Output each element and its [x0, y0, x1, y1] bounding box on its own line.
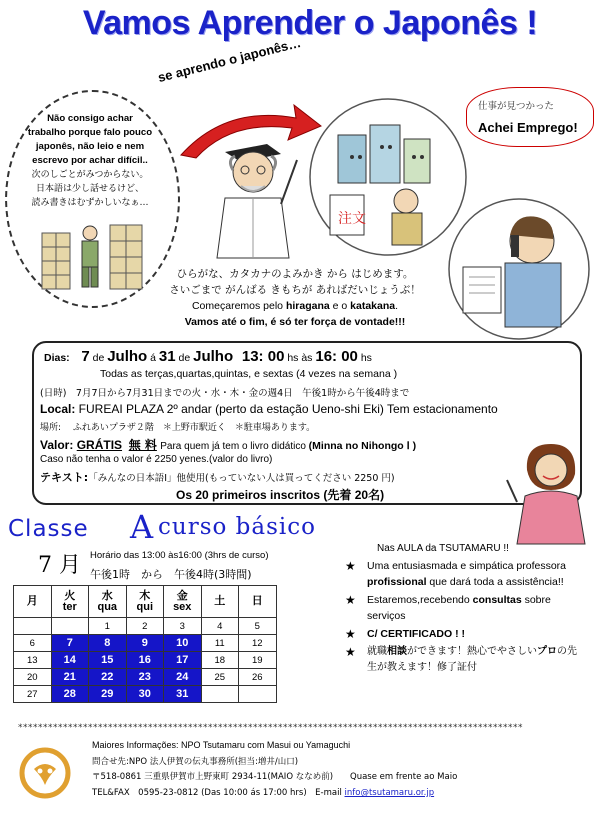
class-day-cell: 28: [51, 686, 89, 703]
text-part: de: [89, 352, 108, 364]
weekday-jp: 水: [101, 589, 113, 602]
class-day-cell: 16: [126, 652, 164, 669]
bubble-line-jp: 読み書きはむずかしいなぁ…: [31, 198, 149, 208]
footer-tel-text: TEL&FAX 0595-23-0812 (Das 10:00 ás 17:00 hrs) E-mail: [92, 788, 345, 798]
list-bold: プロ: [537, 646, 557, 657]
weekday-header: [14, 586, 52, 618]
list-bold: profissional: [367, 576, 427, 588]
class-day-cell: 14: [51, 652, 89, 669]
muryo-text: 無 料: [128, 438, 157, 452]
local-value: FUREAI PLAZA 2º andar (perto da estação Ueno-shi Eki) Tem estacionamento: [75, 402, 498, 416]
weekday-header: [239, 586, 277, 618]
bubble-line-jp: 日本語は少し話せるけど、: [35, 184, 144, 194]
worker-boxes-illustration: [40, 215, 145, 293]
weekday-jp: 木: [139, 589, 151, 602]
day-cell: 20: [14, 669, 52, 686]
end-month: Julho: [193, 348, 234, 365]
star-icon: ★: [345, 559, 356, 573]
list-text: Uma entusiasmada e simpática professora: [367, 560, 567, 572]
valor-line: [40, 436, 416, 453]
text-part: hs: [357, 352, 372, 364]
bubble-line: trabalho porque falo pouco: [27, 127, 153, 138]
teacher-illustration: [505, 440, 595, 545]
class-day-cell: 17: [164, 652, 202, 669]
bubble-line-jp: 次のしごとがみつからない。: [31, 170, 149, 180]
speech-bubble: [466, 87, 594, 147]
local-line: [40, 402, 498, 416]
end-time: 16: 00: [315, 348, 358, 365]
page-title: Vamos Aprender o Japonês !: [82, 4, 538, 42]
nichiji-line: (日時) 7月7日から7月31日までの火・水・木・金の週4日 午後1時から午後4時まで: [40, 388, 410, 399]
footer-info: Maiores Informações: NPO Tsutamaru com Masui ou Yamaguchi: [92, 740, 351, 750]
class-day-cell: 10: [164, 635, 202, 652]
basho-line: 場所: ふれあいプラザ２階 ＊上野市駅近く ＊駐車場あります。: [40, 423, 316, 433]
star-icon: ★: [345, 627, 356, 641]
calendar-week: [14, 652, 277, 669]
weekday-header: [201, 586, 239, 618]
bubble-line: escrevo por achar difícil..: [32, 155, 148, 166]
start-day: 7: [81, 348, 90, 365]
texto-label: テキスト:: [40, 471, 89, 484]
intro-pt-part: Começaremos pelo: [191, 300, 286, 312]
hiragana-word: hiragana: [285, 300, 330, 312]
day-cell: 27: [14, 686, 52, 703]
classe-course: curso básico: [158, 514, 316, 540]
list-bold: 相談: [387, 646, 407, 657]
intro-pt-part: .: [395, 300, 399, 312]
list-item: [345, 558, 585, 590]
day-cell: [51, 618, 89, 635]
class-day-cell: 7: [51, 635, 89, 652]
list-bold: C/ CERTIFICADO ! !: [367, 628, 465, 640]
list-text: que dará toda a assistência!!: [426, 576, 564, 588]
katakana-word: katakana: [350, 300, 396, 312]
gratis-text: GRÁTIS: [76, 438, 123, 452]
thought-bubble-text: [16, 112, 164, 210]
day-cell: 26: [239, 669, 277, 686]
weekday-header: [51, 586, 89, 618]
weekday-header: [89, 586, 127, 618]
footer-address: 〒518-0861 三重県伊賀市上野東町 2934-11(MAIO ななめ前) Quase em frente ao Maio: [92, 772, 458, 782]
weekday-pt: ter: [62, 600, 77, 613]
day-cell: 1: [89, 618, 127, 635]
intro-jp-line: さいごまで がんばる きもちが あればだいじょうぶ！: [169, 284, 421, 296]
weekday-jp: 月: [26, 595, 38, 607]
day-cell: 4: [201, 618, 239, 635]
text-part: de: [175, 352, 194, 364]
star-icon: ★: [345, 645, 356, 659]
calendar-week: [14, 686, 277, 703]
speech-jp: 仕事が見つかった: [478, 101, 555, 112]
list-bold: consultas: [472, 594, 522, 606]
hours-pt: Horário das 13:00 às16:00 (3hrs de curso): [90, 550, 269, 561]
day-cell: 25: [201, 669, 239, 686]
list-text: の先生が教えます！修了証付: [367, 646, 577, 673]
list-text: sobre serviços: [367, 594, 551, 622]
bubble-line: japonês, não leio e nem: [35, 141, 145, 152]
class-day-cell: 15: [89, 652, 127, 669]
day-cell: 11: [201, 635, 239, 652]
weekday-jp: 土: [214, 595, 226, 607]
month-label: 7 月: [38, 553, 81, 578]
email-link[interactable]: info@tsutamaru.or.jp: [344, 788, 435, 798]
class-day-cell: 23: [126, 669, 164, 686]
hours-jp: 午後1時 から 午後4時(3時間): [90, 568, 252, 581]
class-day-cell: 8: [89, 635, 127, 652]
order-sign-text: 注文: [338, 211, 366, 227]
day-cell: 3: [164, 618, 202, 635]
bubble-line: Não consigo achar: [47, 113, 133, 124]
text-part: hs às: [284, 352, 316, 364]
nas-aula-heading: Nas AULA da TSUTAMARU !!: [377, 543, 509, 554]
speech-pt: Achei Emprego!: [478, 120, 578, 135]
intro-jp-line: ひらがな、カタカナのよみかき から はじめます。: [176, 268, 414, 280]
calendar-week: [14, 635, 277, 652]
dias-line: [44, 348, 372, 365]
class-day-cell: 24: [164, 669, 202, 686]
intro-text: [150, 266, 440, 330]
day-cell: 13: [14, 652, 52, 669]
weekday-header: [164, 586, 202, 618]
professor-illustration: [205, 130, 300, 260]
dias-label: Dias:: [44, 352, 70, 364]
footer-contact: 問合せ先:NPO 法人伊賀の伝丸事務所(担当:増井/山口): [92, 757, 299, 767]
tsutamaru-logo: [18, 745, 72, 799]
weekday-header: [126, 586, 164, 618]
class-day-cell: 31: [164, 686, 202, 703]
calendar-week: [14, 669, 277, 686]
phone-worker-illustration: [437, 195, 597, 340]
day-cell: 2: [126, 618, 164, 635]
dotted-divider: *****************************************************************************************************: [18, 723, 523, 733]
footer-tel: [92, 786, 434, 798]
valor-label: Valor:: [40, 438, 74, 452]
intro-pt-line: [150, 298, 440, 314]
day-cell: 6: [14, 635, 52, 652]
day-cell: 12: [239, 635, 277, 652]
texto-value: 「みんなの日本語Ⅰ」他使用(もっていない人は買ってください 2250 円): [88, 473, 395, 484]
primeiros-line: Os 20 primeiros inscritos (先着 20名): [176, 488, 385, 502]
class-day-cell: 30: [126, 686, 164, 703]
weekday-pt: qua: [97, 600, 118, 613]
list-item: [345, 644, 585, 676]
weekday-pt: qui: [136, 600, 153, 613]
class-day-cell: 21: [51, 669, 89, 686]
list-text: Estaremos,recebendo: [367, 594, 473, 606]
classe-label: Classe: [8, 516, 89, 542]
day-cell: 18: [201, 652, 239, 669]
weekday-jp: 火: [64, 589, 76, 602]
start-time: 13: 00: [241, 348, 285, 365]
classe-letter: A: [130, 508, 154, 546]
minna-text: (Minna no Nihongo Ⅰ ): [308, 440, 417, 452]
valor-rest: Para quem já tem o livro didático: [160, 441, 309, 452]
day-cell: [239, 686, 277, 703]
local-label: Local:: [40, 402, 76, 416]
class-day-cell: 9: [126, 635, 164, 652]
day-cell: 19: [239, 652, 277, 669]
weekday-pt: sex: [173, 600, 192, 613]
class-day-cell: 29: [89, 686, 127, 703]
texto-line: [40, 469, 395, 485]
calendar-week: [14, 618, 277, 635]
day-cell: 5: [239, 618, 277, 635]
dias-sub: Todas as terças,quartas,quintas, e sextas (4 vezes na semana ): [100, 368, 398, 380]
weekday-jp: 金: [176, 589, 188, 602]
class-day-cell: 22: [89, 669, 127, 686]
calendar-header-row: [14, 586, 277, 618]
july-calendar: [13, 585, 277, 703]
arc-caption: se aprendo o japonês…: [156, 34, 303, 85]
intro-pt-motto: Vamos até o fim, é só ter força de vontade!!!: [184, 316, 406, 328]
start-month: Julho: [107, 348, 148, 365]
list-item: [345, 592, 585, 624]
list-text: ができます！熱心でやさしい: [407, 646, 537, 657]
end-day: 31: [158, 348, 176, 365]
text-part: á: [147, 352, 159, 364]
weekday-jp: 日: [251, 595, 263, 607]
list-text: 就職: [367, 646, 387, 657]
intro-pt-part: e o: [329, 300, 351, 312]
day-cell: [201, 686, 239, 703]
day-cell: [14, 618, 52, 635]
star-icon: ★: [345, 593, 356, 607]
list-item: [345, 626, 585, 642]
benefits-list: [345, 558, 585, 678]
caso-line: Caso não tenha o valor é 2250 yenes.(valor do livro): [40, 454, 273, 465]
